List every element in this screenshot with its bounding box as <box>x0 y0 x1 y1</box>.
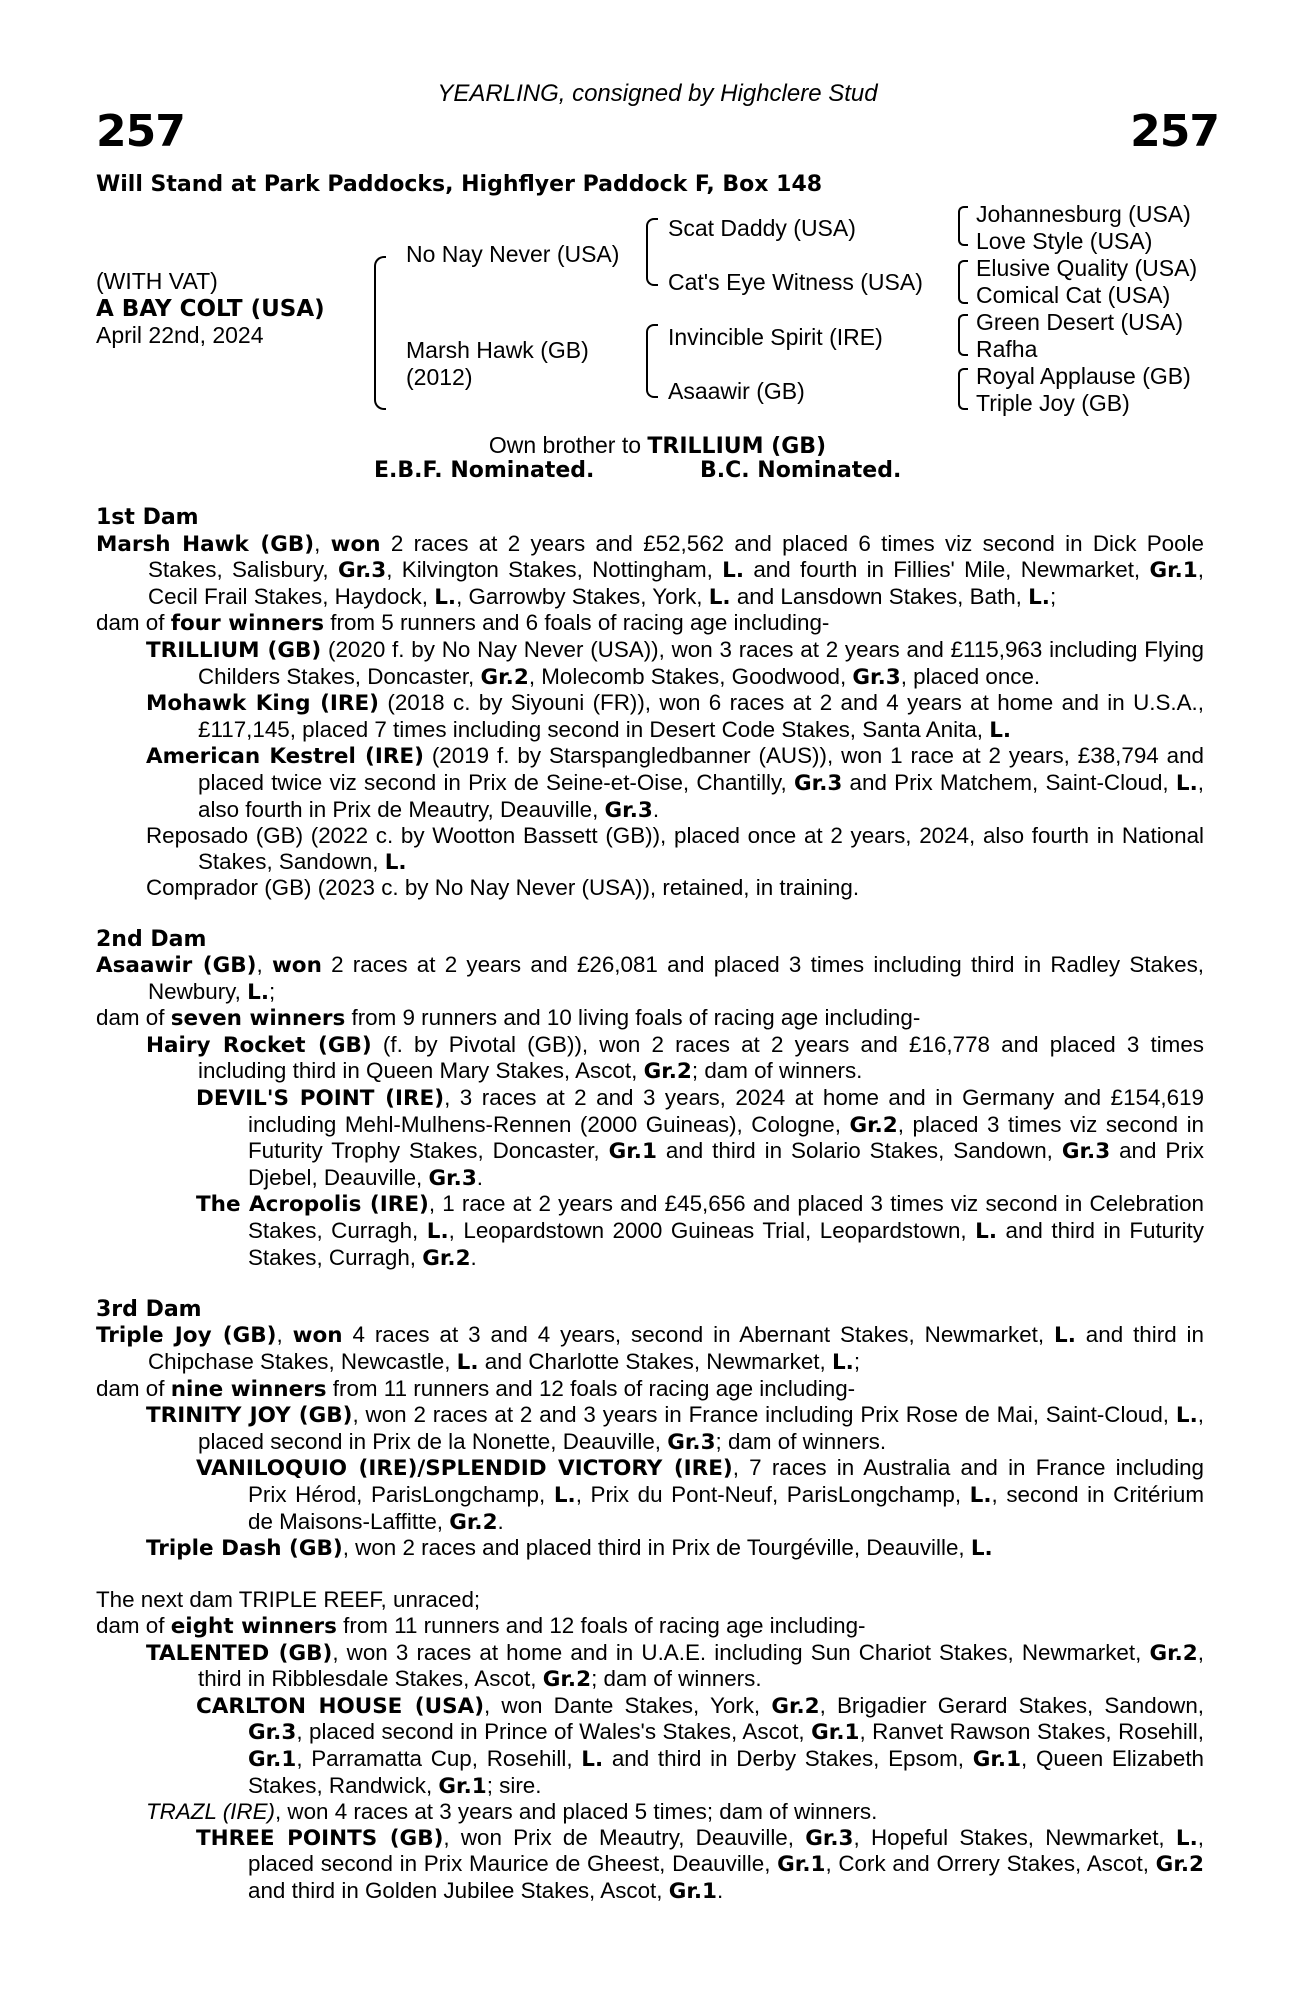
text: , placed second in Prix de la Nonette, Deauville, <box>198 1402 1204 1454</box>
grade: Gr.2 <box>1155 1852 1204 1878</box>
winner-count: eight winners <box>170 1613 337 1639</box>
grand-produce-entry <box>96 1085 1204 1191</box>
text: , placed second in Prince of Wales's Stakes, Ascot, <box>296 1719 812 1745</box>
text: Reposado (GB) (2022 c. by Wootton Bassett (GB)), placed once at 2 years, 2024, also fourth in National Stakes, Sandown, <box>146 823 1204 874</box>
sire-sire-dam: Love Style (USA) <box>976 228 1153 254</box>
produce-entry <box>96 1640 1204 1693</box>
second-dam-name: Asaawir (GB) <box>96 953 257 979</box>
own-brother-note <box>0 432 1315 459</box>
next-dam-produce-summary <box>96 1613 1204 1640</box>
grade: L. <box>970 1536 993 1562</box>
text: , Molecomb Stakes, Goodwood, <box>528 663 853 689</box>
pedigree-brace-ds <box>958 314 968 356</box>
text: . <box>476 1164 484 1190</box>
text: from 11 runners and 12 foals of racing age including- <box>336 1612 866 1638</box>
dam-sire-sire: Green Desert (USA) <box>976 309 1184 335</box>
produce-name: Hairy Rocket (GB) <box>146 1032 372 1058</box>
winner-count: seven winners <box>170 1006 346 1032</box>
text: and third in Derby Stakes, Epsom, <box>603 1745 973 1771</box>
grand-produce-entry <box>96 1825 1204 1905</box>
text: , Garrowby Stakes, York, <box>456 583 709 609</box>
grade: Gr.2 <box>480 664 529 690</box>
text: . <box>717 1877 724 1903</box>
produce-entry <box>96 1799 1204 1825</box>
text: , 1 race at 2 years and £45,656 and placed 3 times viz second in Celebration Stakes, Curragh, <box>248 1191 1204 1244</box>
produce-name: TRAZL (IRE) <box>146 1799 275 1825</box>
grade: Gr.1 <box>608 1139 657 1165</box>
produce-entry <box>96 690 1204 743</box>
grade: L. <box>708 584 731 610</box>
pedigree-brace-sire <box>646 218 658 286</box>
produce-entry <box>96 1535 1204 1562</box>
winner-count: nine winners <box>170 1376 327 1402</box>
grade: L. <box>1175 1825 1198 1851</box>
text: Comprador (GB) (2023 c. by No Nay Never (USA)), retained, in training. <box>146 875 860 901</box>
produce-name: TALENTED (GB) <box>146 1640 333 1666</box>
text: from 5 runners and 6 foals of racing age including- <box>324 610 830 636</box>
catalogue-subtitle: YEARLING, consigned by Highclere Stud <box>437 80 878 107</box>
grade: L. <box>1175 1403 1198 1429</box>
text: from 9 runners and 10 living foals of racing age including- <box>345 1005 921 1031</box>
produce-name: Mohawk King (IRE) <box>146 691 380 717</box>
text: , 3 races at 2 and 3 years, 2024 at home and in Germany and £154,619 including Mehl-Mulhens-Rennen (2000 Guineas), Cologne, <box>248 1085 1205 1137</box>
text: ; dam of winners. <box>591 1666 762 1692</box>
grade: L. <box>247 979 270 1005</box>
pedigree-brace-sd <box>958 260 968 304</box>
grade: Gr.3 <box>1061 1139 1111 1165</box>
produce-name: VANILOQUIO (IRE)/SPLENDID VICTORY (IRE) <box>196 1456 733 1482</box>
text: , won 2 races at 2 and 3 years in France including Prix Rose de Mai, Saint-Cloud, <box>352 1402 1176 1428</box>
dam-dam-dam: Triple Joy (GB) <box>976 390 1130 416</box>
dam-year: (2012) <box>406 364 473 390</box>
text: ; dam of winners. <box>691 1058 863 1084</box>
text: , 7 races in Australia and in France including Prix Hérod, ParisLongchamp, <box>248 1455 1204 1507</box>
first-dam-record: Marsh Hawk (GB), won 2 races at 2 years and £52,562 and placed 6 times viz second in Dick Poole Stakes, Salisbury, Gr.3, Kilvington Stakes, Nottingham, L. and fourth in Fillies' Mile, Newmarket, Gr.1, Cecil Frail Stakes, Haydock, L., Garrowby Stakes, York, L. and Lansdown Stakes, Bath, L.; <box>96 530 1204 610</box>
first-dam-name: Marsh Hawk (GB) <box>96 531 315 557</box>
text: , also fourth in Prix de Meautry, Deauville, <box>198 769 1204 822</box>
foaling-date: April 22nd, 2024 <box>96 322 264 348</box>
grade: Gr.2 <box>771 1693 820 1719</box>
produce-entry <box>96 1032 1204 1085</box>
pedigree-brace-dd <box>958 368 968 410</box>
text: and Charlotte Stakes, Newmarket, <box>478 1349 832 1374</box>
grade: Gr.3 <box>604 797 653 823</box>
produce-name: THREE POINTS (GB) <box>196 1825 444 1851</box>
text: . <box>470 1244 477 1270</box>
text: and third in Golden Jubilee Stakes, Ascot, <box>248 1877 669 1903</box>
produce-name: TRILLIUM (GB) <box>146 637 322 663</box>
text: , won Prix de Meautry, Deauville, <box>443 1824 806 1850</box>
horse-name: A BAY COLT (USA) <box>96 296 325 322</box>
grade: L. <box>456 1350 479 1375</box>
lot-number-right: 257 <box>1130 106 1219 157</box>
text: , Cork and Orrery Stakes, Ascot, <box>825 1851 1156 1877</box>
text: (2020 f. by No Nay Never (USA)), won 3 races at 2 years and £115,963 including Flying Childers Stakes, Doncaster, <box>198 636 1204 689</box>
text: ; <box>1049 583 1057 609</box>
lot-number-left: 257 <box>96 106 185 157</box>
dam-sire: Invincible Spirit (IRE) <box>668 324 883 350</box>
sire-sire-sire: Johannesburg (USA) <box>976 201 1191 227</box>
own-brother-name: TRILLIUM (GB) <box>647 434 827 459</box>
grade: Gr.3 <box>667 1429 716 1455</box>
grade: Gr.3 <box>852 664 901 690</box>
text: 4 races at 3 and 4 years, second in Abernant Stakes, Newmarket, <box>342 1322 1055 1348</box>
third-dam-record: Triple Joy (GB), won 4 races at 3 and 4 years, second in Abernant Stakes, Newmarket, L. and third in Chipchase Stakes, Newcastle, L. and Charlotte Stakes, Newmarket, L.; <box>96 1322 1204 1375</box>
grade: L. <box>1028 584 1050 610</box>
dam: Marsh Hawk (GB) <box>406 337 589 363</box>
text: 2 races at 2 years and £52,562 and placed 6 times viz second in Dick Poole Stakes, Salisbury, <box>148 530 1204 583</box>
text: , placed 3 times viz second in Futurity Trophy Stakes, Doncaster, <box>248 1111 1205 1164</box>
pedigree-brace-main <box>374 256 386 410</box>
won-label: won <box>271 953 322 979</box>
grade: Gr.3 <box>337 558 387 584</box>
sire: No Nay Never (USA) <box>406 241 620 267</box>
grade: Gr.2 <box>542 1667 592 1693</box>
grade: Gr.1 <box>1149 558 1198 584</box>
produce-name: The Acropolis (IRE) <box>196 1192 429 1218</box>
text: , won 3 races at home and in U.A.E. including Sun Chariot Stakes, Newmarket, <box>332 1639 1150 1665</box>
text: . <box>652 796 660 822</box>
text: and third in Futurity Stakes, Curragh, <box>248 1218 1204 1270</box>
text: dam of <box>96 1005 171 1031</box>
text: dam of <box>96 1375 171 1401</box>
sire-sire: Scat Daddy (USA) <box>668 215 856 241</box>
grade: L. <box>1054 1323 1076 1349</box>
third-dam-heading: 3rd Dam <box>96 1296 202 1322</box>
produce-name: DEVIL'S POINT (IRE) <box>196 1086 445 1112</box>
text: , Brigadier Gerard Stakes, Sandown, <box>819 1692 1205 1718</box>
text: , Prix du Pont-Neuf, ParisLongchamp, <box>575 1481 970 1507</box>
grade: Gr.1 <box>438 1773 487 1799</box>
text: , won Dante Stakes, York, <box>484 1692 772 1718</box>
text: , placed second in Prix Maurice de Gheest, Deauville, <box>248 1824 1204 1877</box>
text: . <box>497 1508 504 1534</box>
grade: L. <box>722 558 745 584</box>
text: , won 2 races and placed third in Prix de Tourgéville, Deauville, <box>342 1535 971 1561</box>
text: ; sire. <box>486 1772 542 1798</box>
ebf-note: E.B.F. Nominated. <box>374 458 595 483</box>
family-details <box>96 505 1204 1904</box>
grade: L. <box>426 1219 449 1245</box>
sire-dam-sire: Elusive Quality (USA) <box>976 255 1198 281</box>
grand-produce-entry <box>96 1455 1204 1535</box>
text: , second in Critérium de Maisons-Laffitte, <box>248 1481 1204 1534</box>
next-dam-intro: The next dam TRIPLE REEF, unraced; <box>96 1587 481 1613</box>
stand-location: Will Stand at Park Paddocks, Highflyer Paddock F, Box 148 <box>96 172 823 197</box>
second-dam-produce-summary <box>96 1005 1204 1032</box>
grade: L. <box>989 717 1012 743</box>
sire-dam-dam: Comical Cat (USA) <box>976 282 1171 308</box>
sire-dam: Cat's Eye Witness (USA) <box>668 269 923 295</box>
text: , Parramatta Cup, Rosehill, <box>296 1745 582 1771</box>
grade: Gr.3 <box>248 1720 297 1746</box>
text: , placed once. <box>900 663 1041 689</box>
produce-name: American Kestrel (IRE) <box>146 744 424 770</box>
produce-entry <box>96 823 1204 875</box>
won-label: won <box>330 531 381 557</box>
grand-produce-entry <box>96 1693 1204 1799</box>
third-dam-produce-summary <box>96 1376 1204 1403</box>
text: ; <box>853 1349 861 1374</box>
text: 2 races at 2 years and £26,081 and placed 3 times including third in Radley Stakes, Newbury, <box>148 952 1204 1004</box>
text: from 11 runners and 12 foals of racing age including- <box>326 1375 856 1401</box>
vat-note: (WITH VAT) <box>96 268 218 294</box>
grade: L. <box>831 1350 854 1375</box>
grade: Gr.2 <box>849 1112 898 1138</box>
second-dam-heading: 2nd Dam <box>96 926 207 952</box>
dam-sire-dam: Rafha <box>976 336 1038 362</box>
text: and Lansdown Stakes, Bath, <box>730 583 1029 609</box>
dam-dam: Asaawir (GB) <box>668 378 805 404</box>
bc-note: B.C. Nominated. <box>700 458 902 483</box>
text: (f. by Pivotal (GB)), won 2 races at 2 years and £16,778 and placed 3 times including third in Queen Mary Stakes, Ascot, <box>198 1031 1204 1084</box>
grade: L. <box>384 849 407 875</box>
text: , Kilvington Stakes, Nottingham, <box>386 557 723 583</box>
produce-entry <box>96 743 1204 823</box>
text: ; <box>269 978 276 1004</box>
produce-name: TRINITY JOY (GB) <box>146 1403 353 1429</box>
text: dam of <box>96 610 171 636</box>
first-dam-heading: 1st Dam <box>96 505 199 530</box>
grade: Gr.2 <box>449 1509 498 1535</box>
grade: Gr.2 <box>422 1245 471 1271</box>
grade: Gr.1 <box>777 1852 826 1878</box>
own-brother-prefix: Own brother to <box>488 432 648 458</box>
text: (2019 f. by Starspangledbanner (AUS)), won 1 race at 2 years, £38,794 and placed twice viz second in Prix de Seine-et-Oise, Chantilly, <box>198 743 1204 795</box>
produce-name: CARLTON HOUSE (USA) <box>196 1693 485 1719</box>
grade: L. <box>969 1482 992 1508</box>
first-dam-produce-summary <box>96 610 1204 637</box>
text: and fourth in Fillies' Mile, Newmarket, <box>744 557 1150 583</box>
produce-entry <box>96 1402 1204 1455</box>
text: , Queen Elizabeth Stakes, Randwick, <box>248 1745 1204 1798</box>
second-dam-record: Asaawir (GB), won 2 races at 2 years and £26,081 and placed 3 times including third in Radley Stakes, Newbury, L.; <box>96 952 1204 1005</box>
grade: Gr.2 <box>1149 1640 1198 1666</box>
text: and Prix Djebel, Deauville, <box>248 1138 1204 1190</box>
grade: Gr.3 <box>428 1165 477 1191</box>
grade: Gr.1 <box>811 1720 860 1746</box>
grade: Gr.1 <box>668 1878 718 1904</box>
text: ; dam of winners. <box>715 1428 887 1454</box>
grade: Gr.2 <box>643 1059 692 1085</box>
text: , Cecil Frail Stakes, Haydock, <box>148 557 1204 609</box>
grand-produce-entry <box>96 1191 1204 1271</box>
winner-count: four winners <box>170 611 325 637</box>
text: and third in Solario Stakes, Sandown, <box>656 1138 1062 1164</box>
grade: L. <box>553 1482 576 1508</box>
grade: L. <box>434 584 457 610</box>
grade: Gr.1 <box>972 1746 1022 1772</box>
third-dam-name: Triple Joy (GB) <box>96 1323 277 1349</box>
text: , won 4 races at 3 years and placed 5 times; dam of winners. <box>274 1799 878 1825</box>
text: , Leopardstown 2000 Guineas Trial, Leopardstown, <box>448 1218 976 1244</box>
grade: Gr.3 <box>805 1825 854 1851</box>
grade: L. <box>581 1746 604 1772</box>
produce-name: Triple Dash (GB) <box>146 1536 343 1562</box>
text: (2018 c. by Siyouni (FR)), won 6 races at 2 and 4 years at home and in U.S.A., £117,145, placed 7 times including second in Desert Code Stakes, Santa Anita, <box>198 690 1204 742</box>
text: , Ranvet Rawson Stakes, Rosehill, <box>859 1719 1204 1745</box>
pedigree-brace-ss <box>958 206 968 246</box>
grade: L. <box>1175 770 1198 796</box>
text: , third in Ribblesdale Stakes, Ascot, <box>198 1639 1204 1692</box>
produce-entry <box>96 875 1204 901</box>
text: and Prix Matchem, Saint-Cloud, <box>842 769 1176 795</box>
pedigree-brace-dam <box>646 324 658 398</box>
text: , Hopeful Stakes, Newmarket, <box>853 1824 1176 1850</box>
dam-dam-sire: Royal Applause (GB) <box>976 363 1191 389</box>
grade: L. <box>975 1219 997 1245</box>
produce-entry <box>96 637 1204 690</box>
won-label: won <box>292 1323 343 1349</box>
text: dam of <box>96 1612 171 1638</box>
text: and third in Chipchase Stakes, Newcastle, <box>148 1322 1204 1374</box>
grade: Gr.3 <box>794 770 843 796</box>
grade: Gr.1 <box>248 1746 297 1772</box>
